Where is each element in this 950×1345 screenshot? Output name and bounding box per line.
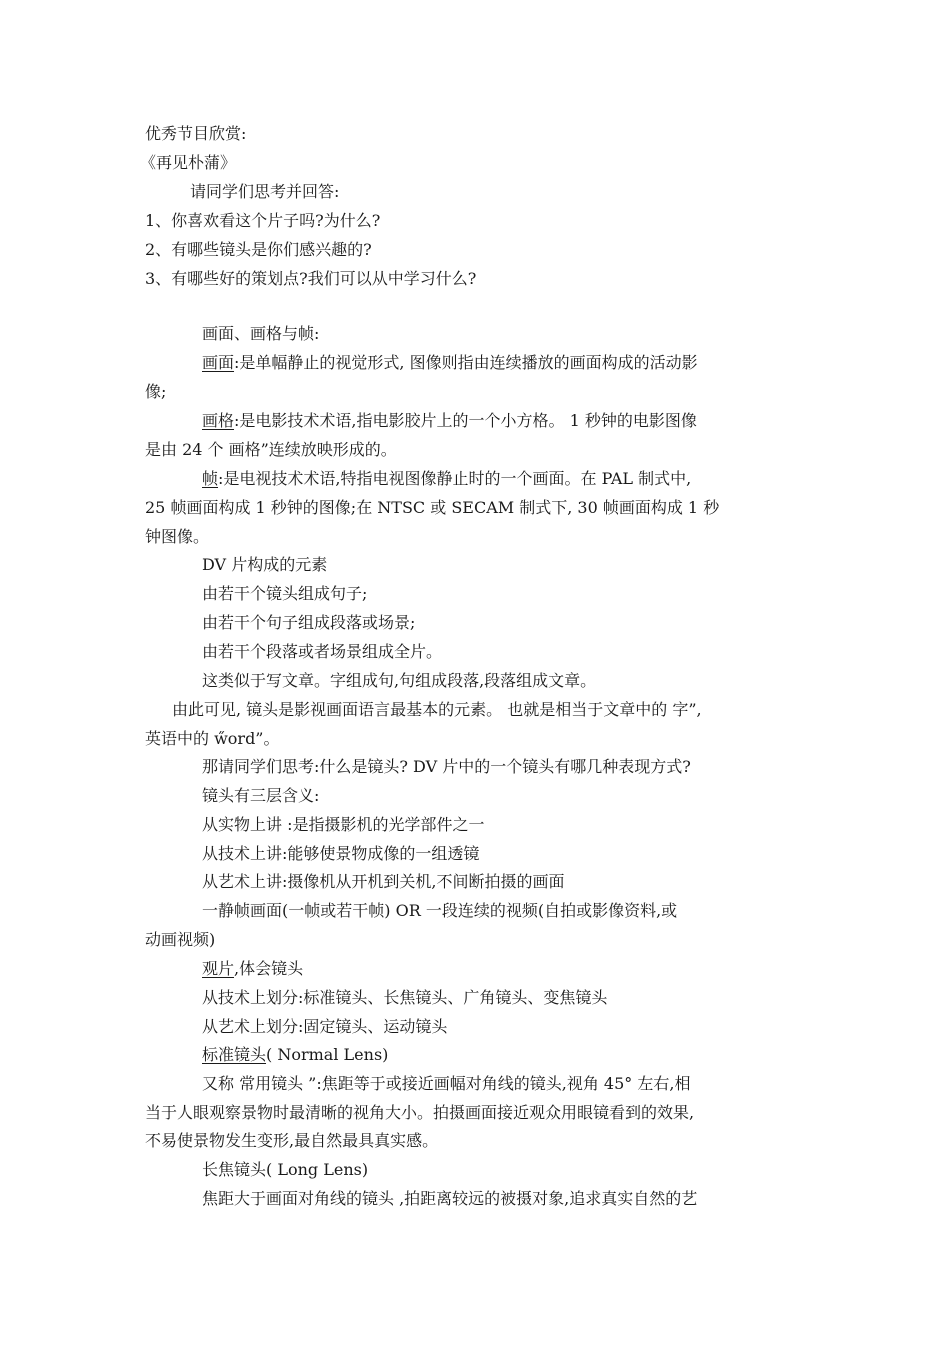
normal-lens-desc: 当于人眼观察景物时最清晰的视角大小。拍摄画面接近观众用眼镜看到的效果,	[145, 1103, 695, 1122]
zhen-text: :是电视技术术语,特指电视图像静止时的一个画面。在 PAL 制式中,	[218, 469, 692, 488]
huage-continuation: 是由 24 个 画格”连续放映形成的。	[145, 440, 397, 459]
long-lens-title: 长焦镜头( Long Lens)	[202, 1160, 369, 1179]
huamian-term: 画面	[202, 353, 235, 372]
normal-lens-desc: 又称 常用镜头 ”:焦距等于或接近画幅对角线的镜头,视角 45° 左右,相	[202, 1074, 691, 1093]
zhen-continuation: 25 帧画面构成 1 秒钟的图像;在 NTSC 或 SECAM 制式下, 30 帧画面构成 1 秒	[145, 498, 720, 517]
huamian-continuation: 像;	[145, 382, 167, 401]
long-lens-desc: 焦距大于画面对角线的镜头 ,拍距离较远的被摄对象,追求真实自然的艺	[202, 1189, 698, 1208]
dv-item: 由若干个段落或者场景组成全片。	[202, 642, 443, 661]
conclusion-text: 由此可见, 镜头是影视画面语言最基本的元素。 也就是相当于文章中的 字”,	[172, 700, 702, 719]
normal-lens-english: ( Normal Lens)	[266, 1045, 389, 1064]
conclusion-continuation: 英语中的 w̋ord”。	[145, 729, 280, 748]
static-frame-continuation: 动画视频)	[145, 930, 216, 949]
normal-lens-title	[202, 1045, 388, 1065]
normal-lens-term: 标准镜头	[202, 1045, 267, 1064]
meaning-item: 从实物上讲 :是指摄影机的光学部件之一	[202, 815, 485, 834]
dv-title: DV 片构成的元素	[202, 555, 328, 574]
dv-item: 由若干个镜头组成句子;	[202, 584, 368, 603]
huamian-text: :是单幅静止的视觉形式, 图像则指由连续播放的画面构成的活动影	[234, 353, 698, 372]
watch-term: 观片	[202, 959, 235, 978]
normal-lens-desc: 不易使景物发生变形,最自然最具真实感。	[145, 1131, 439, 1150]
art-division: 从艺术上划分:固定镜头、运动镜头	[202, 1017, 448, 1036]
zhen-definition	[202, 469, 691, 489]
prompt-text: 请同学们思考并回答:	[190, 182, 340, 201]
huamian-definition	[202, 353, 698, 373]
watch-rest: ,体会镜头	[234, 959, 304, 978]
meaning-title: 镜头有三层含义:	[202, 786, 320, 805]
huage-term: 画格	[202, 411, 235, 430]
meaning-item: 从技术上讲:能够使景物成像的一组透镜	[202, 844, 480, 863]
film-title: 《再见朴蒲》	[140, 153, 237, 172]
meaning-item: 从艺术上讲:摄像机从开机到关机,不间断拍摄的画面	[202, 872, 565, 891]
huage-definition	[202, 411, 697, 431]
watch-line	[202, 959, 303, 979]
question-item: 2、有哪些镜头是你们感兴趣的?	[145, 240, 372, 259]
zhen-continuation: 钟图像。	[145, 527, 210, 546]
dv-item: 这类似于写文章。字组成句,句组成段落,段落组成文章。	[202, 671, 597, 690]
zhen-term: 帧	[202, 469, 219, 488]
dv-item: 由若干个句子组成段落或场景;	[202, 613, 416, 632]
question-item: 1、你喜欢看这个片子吗?为什么?	[145, 211, 381, 230]
static-frame-text: 一静帧画面(一帧或若干帧) OR 一段连续的视频(自拍或影像资料,或	[202, 901, 678, 920]
heading: 优秀节目欣赏:	[145, 124, 247, 143]
tech-division: 从技术上划分:标准镜头、长焦镜头、广角镜头、变焦镜头	[202, 988, 608, 1007]
section-title: 画面、画格与帧:	[202, 324, 320, 343]
question-item: 3、有哪些好的策划点?我们可以从中学习什么?	[145, 269, 477, 288]
question-two: 那请同学们思考:什么是镜头? DV 片中的一个镜头有哪几种表现方式?	[202, 757, 691, 776]
huage-text: :是电影技术术语,指电影胶片上的一个小方格。 1 秒钟的电影图像	[234, 411, 697, 430]
